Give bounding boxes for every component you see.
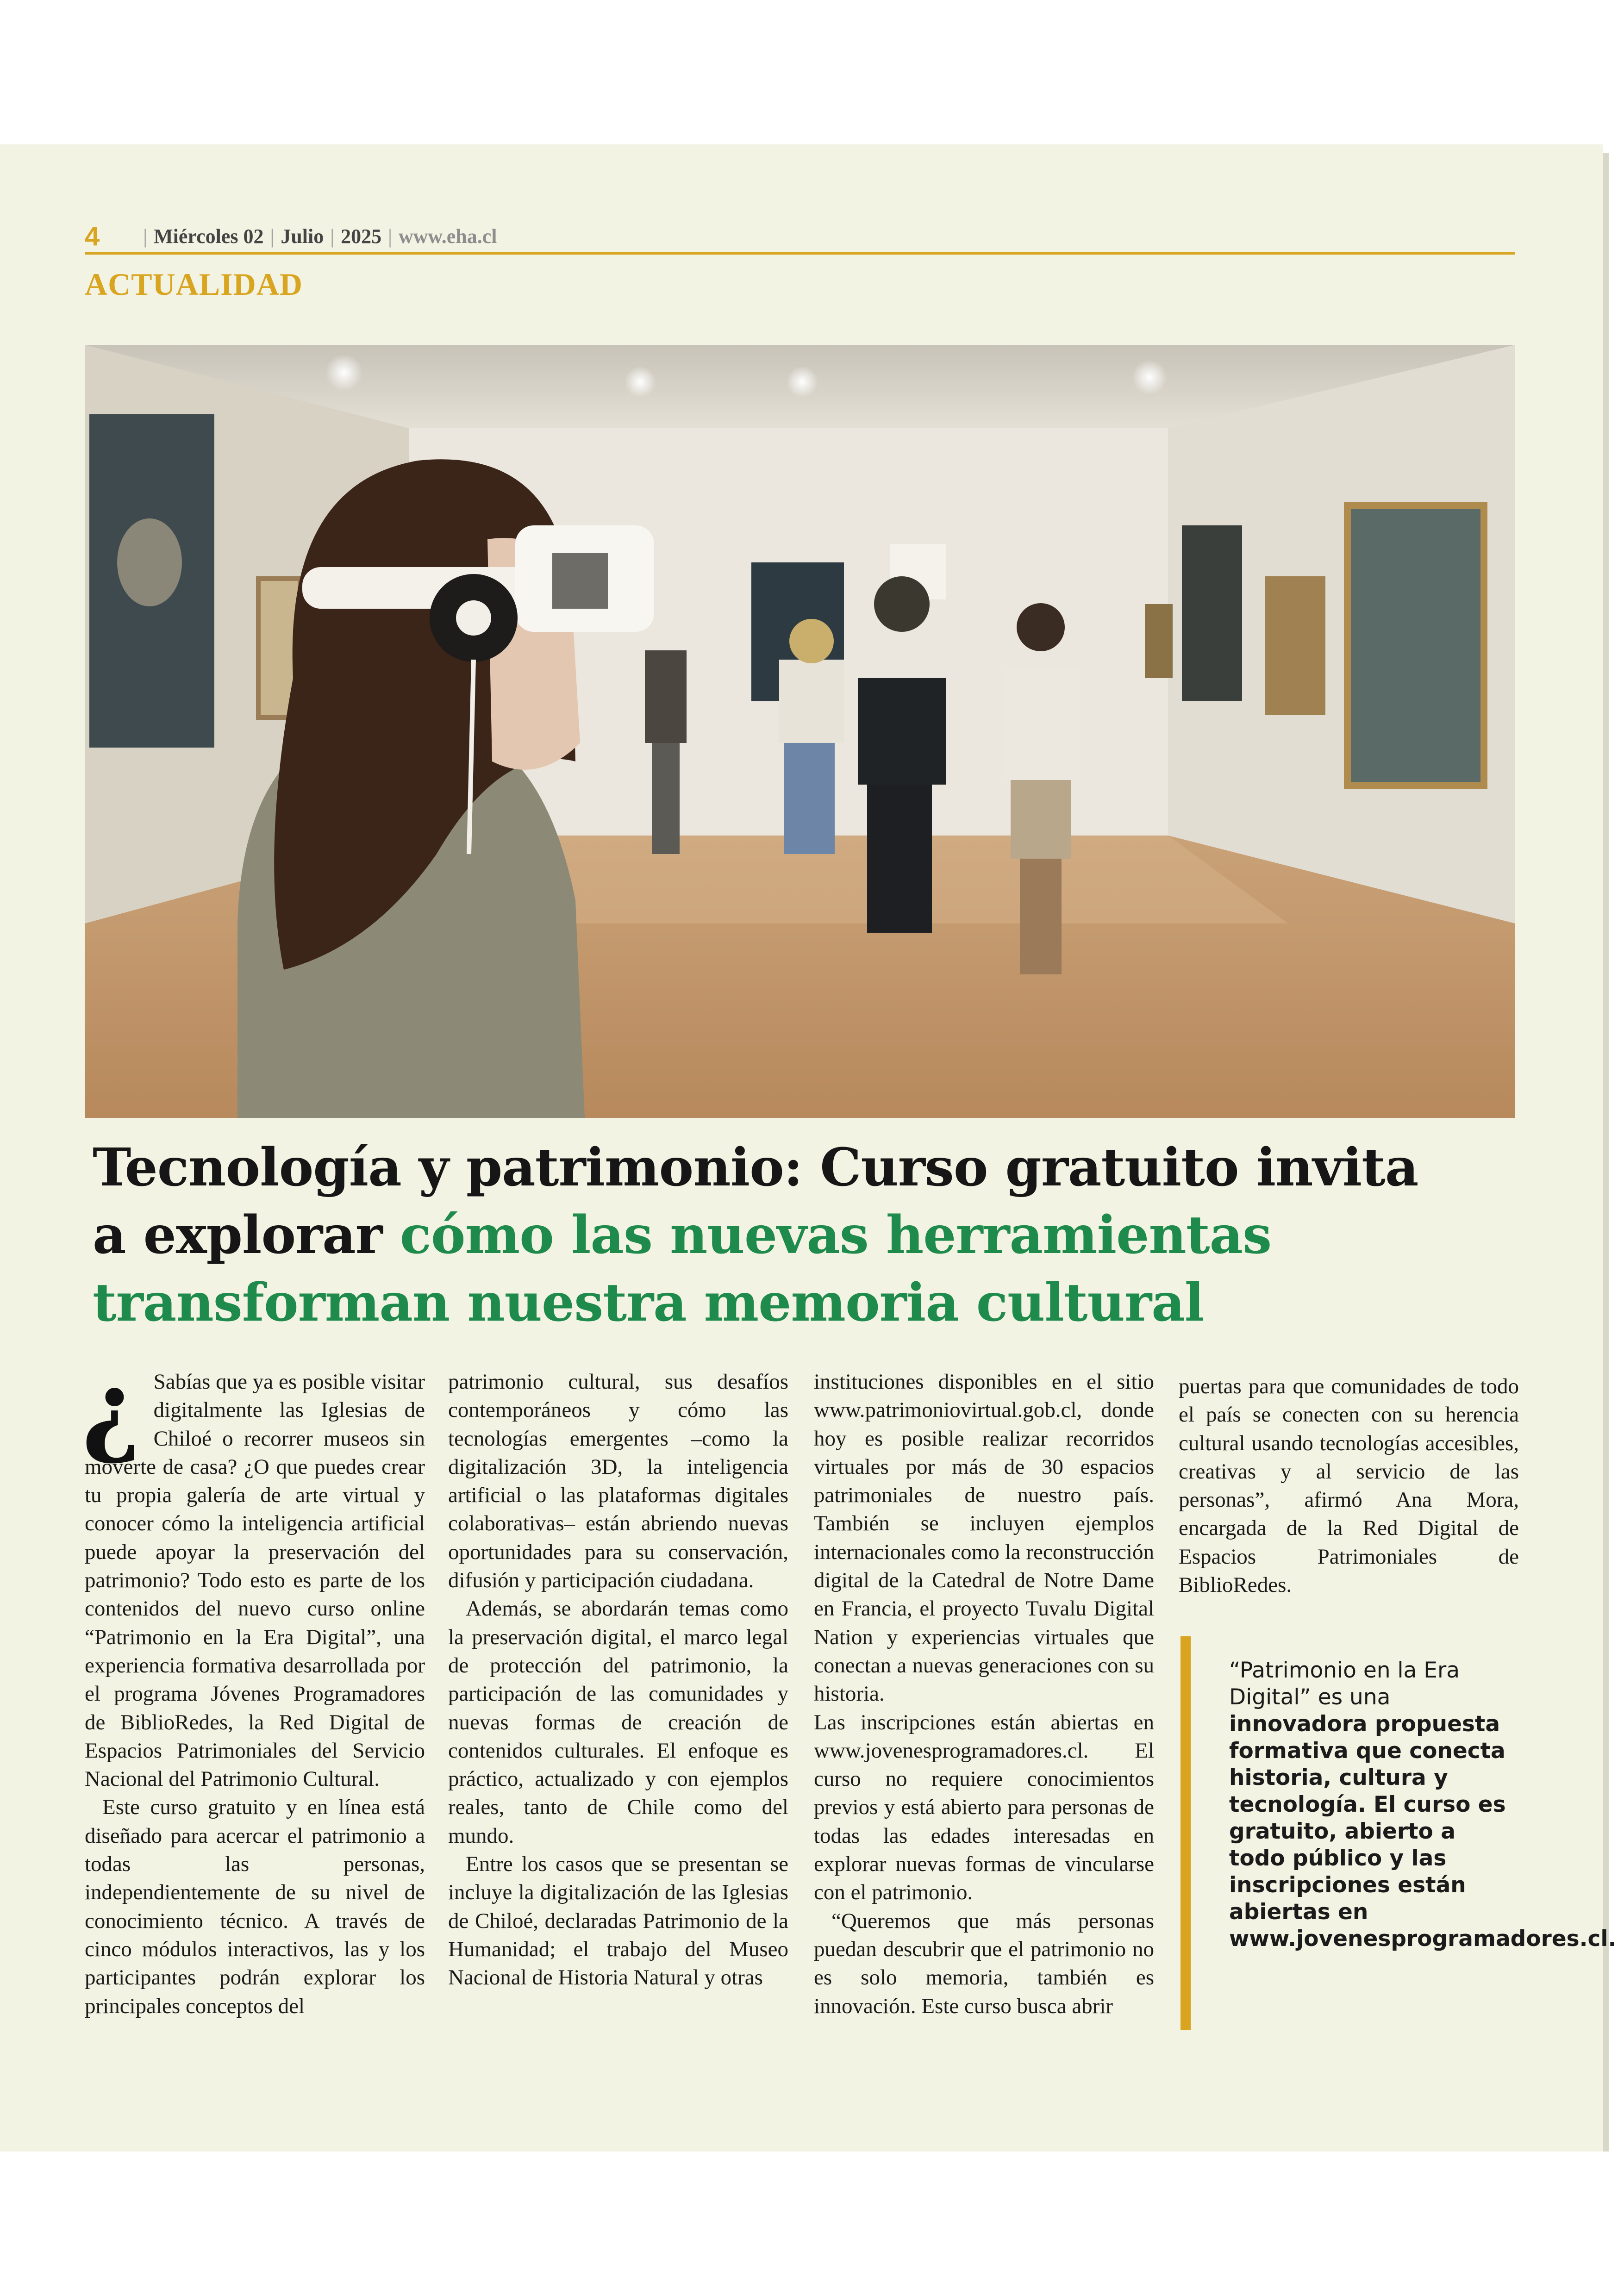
pullquote-text: “Patrimonio en la Era Digital” es una xyxy=(1229,1658,1460,1710)
article-paragraph: puertas para que comunidades de todo el país se conecten con su herencia cultural usando tecnologías accesibles, creativas y al servicio de las personas”, afirmó Ana Mora, encargada de la Red Digital de Espacios Patrimoniales de BiblioRedes. xyxy=(1179,1374,1519,1597)
headline-dark-text: a explorar xyxy=(93,1205,400,1266)
article-paragraph-text: Sabías que ya es posible visitar digitalmente las Iglesias de Chiloé o recorrer museos sin moverte de casa? ¿O que puedes crear tu propia galería de arte virtual y conocer cómo la inteligencia artificial puede apoyar la preservación del patrimonio? Todo esto es parte de los contenidos del nuevo curso online “Patrimonio en la Era Digital”, una experiencia formativa desarrollada por el programa Jóvenes Programadores de BiblioRedes, la Red Digital de Espacios Patrimoniales del Servicio Nacional del Patrimonio Cultural. xyxy=(85,1370,425,1791)
header-website: www.eha.cl xyxy=(398,225,497,248)
page-header xyxy=(85,222,1515,250)
article-paragraph: “Queremos que más personas puedan descubrir que el patrimonio no es solo memoria, también es innovación. Este curso busca abrir xyxy=(814,1908,1154,2018)
pullquote xyxy=(1229,1657,1617,1952)
article-column-3 xyxy=(814,1368,1154,2021)
header-separator: | xyxy=(388,225,392,248)
header-date: Miércoles 02 xyxy=(154,225,264,248)
page-number: 4 xyxy=(85,221,100,251)
pullquote-bold-text: innovadora propuesta formativa que conecta historia, cultura y tecnología. El curso es gratuito, abierto a todo público y las inscripciones están abiertas en www.jovenesprogramadores.cl. xyxy=(1229,1711,1617,1952)
article-paragraph: Entre los casos que se presentan se incluye la digitalización de las Iglesias de Chiloé, declaradas Patrimonio de la Humanidad; el trabajo del Museo Nacional de Historia Natural y otras xyxy=(448,1852,788,1990)
header-year: 2025 xyxy=(341,225,382,248)
article-paragraph xyxy=(82,1350,425,1793)
headline xyxy=(93,1134,1518,1337)
article-paragraph: patrimonio cultural, sus desafíos contemporáneos y cómo las tecnologías emergentes –como la digitalización 3D, la inteligencia artificial o las plataformas digitales colaborativas– están abriendo nuevas oportunidades para su conservación, difusión y participación ciudadana. xyxy=(448,1370,788,1593)
article-photo xyxy=(85,345,1515,1118)
article-column-1 xyxy=(82,1350,425,2021)
drop-cap: ¿ xyxy=(82,1350,141,1467)
header-month: Julio xyxy=(281,225,324,248)
page-edge-shadow xyxy=(1603,153,1609,2152)
article-paragraph: Este curso gratuito y en línea está diseñado para acercar el patrimonio a todas las personas, independientemente de su nivel de conocimiento técnico. A través de cinco módulos interactivos, las y los participantes podrán explorar los principales conceptos del xyxy=(85,1795,425,2018)
article-paragraph: instituciones disponibles en el sitio www.patrimoniovirtual.gob.cl, donde hoy es posible realizar recorridos virtuales por más de 30 espacios patrimoniales de nuestro país. También se incluyen ejemplos internacionales como la reconstrucción digital de la Catedral de Notre Dame en Francia, el proyecto Tuvalu Digital Nation y experiencias virtuales que conectan a nuevas generaciones con su historia. xyxy=(814,1370,1154,1706)
section-label: ACTUALIDAD xyxy=(85,267,303,302)
headline-line-1: Tecnología y patrimonio: Curso gratuito invita xyxy=(93,1137,1418,1198)
headline-line-3: transforman nuestra memoria cultural xyxy=(93,1272,1204,1333)
article-column-4 xyxy=(1179,1372,1519,1599)
headline-green-text: cómo las nuevas herramientas xyxy=(400,1205,1272,1266)
pullquote-bar xyxy=(1181,1636,1191,2030)
header-rule xyxy=(85,252,1515,255)
header-separator: | xyxy=(270,225,275,248)
headline-line-2 xyxy=(93,1202,1518,1269)
article-paragraph: Además, se abordarán temas como la preservación digital, el marco legal de protección del patrimonio, la participación de las comunidades y nuevas formas de creación de contenidos culturales. El enfoque es práctico, actualizado y con ejemplos reales, tanto de Chile como del mundo. xyxy=(448,1597,788,1848)
header-separator: | xyxy=(143,225,148,248)
header-separator: | xyxy=(330,225,335,248)
article-column-2 xyxy=(448,1368,788,1992)
article-paragraph: Las inscripciones están abiertas en www.jovenesprogramadores.cl. El curso no requiere conocimientos previos y está abierto para personas de todas las edades interesadas en explorar nuevas formas de vincularse con el patrimonio. xyxy=(814,1710,1154,1905)
